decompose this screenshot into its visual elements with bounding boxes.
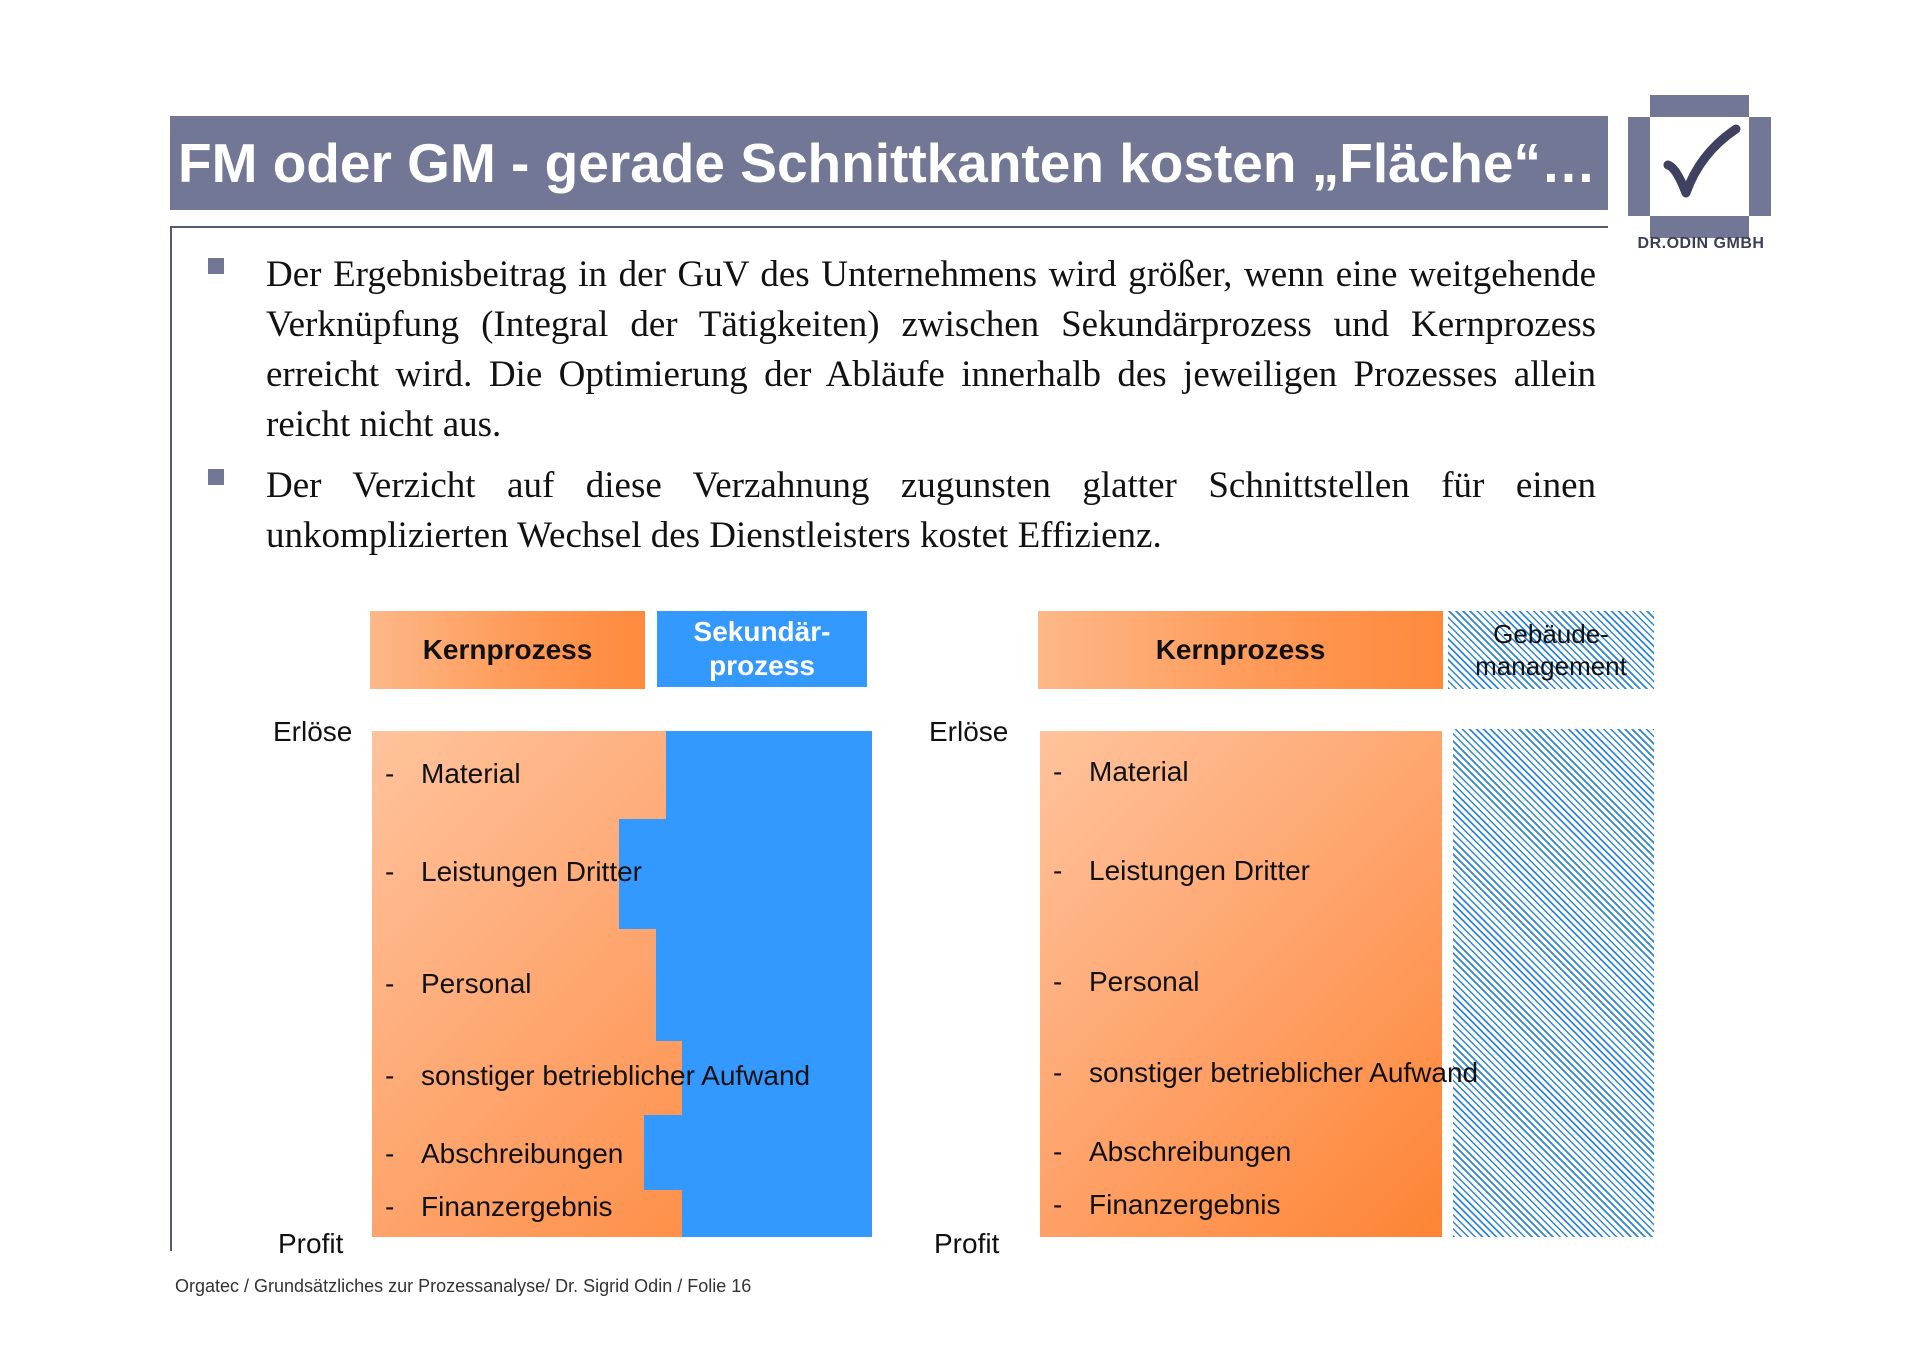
- left-header-sekundaer-line1: Sekundär-: [693, 616, 831, 647]
- right-header-kernprozess-label: Kernprozess: [1155, 634, 1326, 665]
- right-header-gebaeude-line1: Gebäude-: [1493, 619, 1609, 649]
- left-row-abschreibungen: Abschreibungen: [421, 1138, 624, 1169]
- right-row-dash: -: [1053, 855, 1063, 886]
- right-row-dash: -: [1053, 966, 1063, 997]
- right-row-leistungen-dritter: Leistungen Dritter: [1089, 855, 1311, 886]
- right-header-gebaeude-line2: management: [1475, 651, 1627, 681]
- right-row-dash: -: [1053, 1189, 1063, 1220]
- right-row-personal: Personal: [1089, 966, 1200, 997]
- bullet-square-icon: [208, 469, 224, 485]
- right-row-dash: -: [1053, 1057, 1063, 1088]
- right-profit-label: Profit: [934, 1228, 1000, 1259]
- left-row-dash: -: [385, 1138, 395, 1169]
- left-row-leistungen-dritter: Leistungen Dritter: [421, 856, 643, 887]
- right-row-finanzergebnis: Finanzergebnis: [1089, 1189, 1281, 1220]
- left-profit-label: Profit: [278, 1228, 344, 1259]
- left-row-material: Material: [421, 758, 521, 789]
- right-row-dash: -: [1053, 756, 1063, 787]
- right-header-kernprozess: [1038, 611, 1443, 689]
- right-row-dash: -: [1053, 1136, 1063, 1167]
- right-secondary-hatched-area: [1453, 729, 1654, 1237]
- right-row-abschreibungen: Abschreibungen: [1089, 1136, 1292, 1167]
- left-row-sonstiger-aufwand: sonstiger betrieblicher Aufwand: [421, 1060, 811, 1091]
- bullet-text-1: Der Ergebnisbeitrag in der GuV des Unternehmens wird größer, wenn eine weitgehende Verknüpfung (Integral der Tätigkeiten) zwischen Sekundärprozess und Kernprozess erreicht wird. Die Optimierung der Abläufe innerhalb des jeweiligen Prozesses allein reicht nicht aus.: [266, 254, 1596, 445]
- title-underline: [170, 226, 1608, 228]
- left-row-dash: -: [385, 1060, 395, 1091]
- slide-title: FM oder GM - gerade Schnittkanten kosten „Fläche“…: [178, 132, 1596, 194]
- left-header-sekundaerprozess: [657, 611, 867, 687]
- logo-caption: DR.ODIN GMBH: [1637, 235, 1765, 252]
- right-row-sonstiger-aufwand: sonstiger betrieblicher Aufwand: [1089, 1057, 1479, 1088]
- left-row-dash: -: [385, 968, 395, 999]
- company-logo: [1628, 95, 1771, 238]
- left-row-dash: -: [385, 856, 395, 887]
- left-header-sekundaer-line2: prozess: [709, 650, 815, 681]
- left-row-personal: Personal: [421, 968, 532, 999]
- bullet-text-2: Der Verzicht auf diese Verzahnung zugunsten glatter Schnittstellen für einen unkomplizierten Wechsel des Dienstleisters kostet Effizienz.: [266, 465, 1596, 556]
- left-erloese-label: Erlöse: [273, 716, 353, 747]
- bullet-square-icon: [208, 258, 224, 274]
- right-erloese-label: Erlöse: [929, 716, 1009, 747]
- left-header-kernprozess-label: Kernprozess: [422, 634, 593, 665]
- left-header-kernprozess: [370, 611, 645, 689]
- right-row-material: Material: [1089, 756, 1189, 787]
- slide-footer: Orgatec / Grundsätzliches zur Prozessanalyse/ Dr. Sigrid Odin / Folie 16: [175, 1276, 752, 1296]
- checkmark-icon: [1628, 95, 1771, 238]
- right-header-gebaeudemanagement: [1448, 611, 1654, 689]
- left-row-dash: -: [385, 1191, 395, 1222]
- left-frame-line: [170, 226, 172, 1251]
- left-row-finanzergebnis: Finanzergebnis: [421, 1191, 613, 1222]
- left-row-dash: -: [385, 758, 395, 789]
